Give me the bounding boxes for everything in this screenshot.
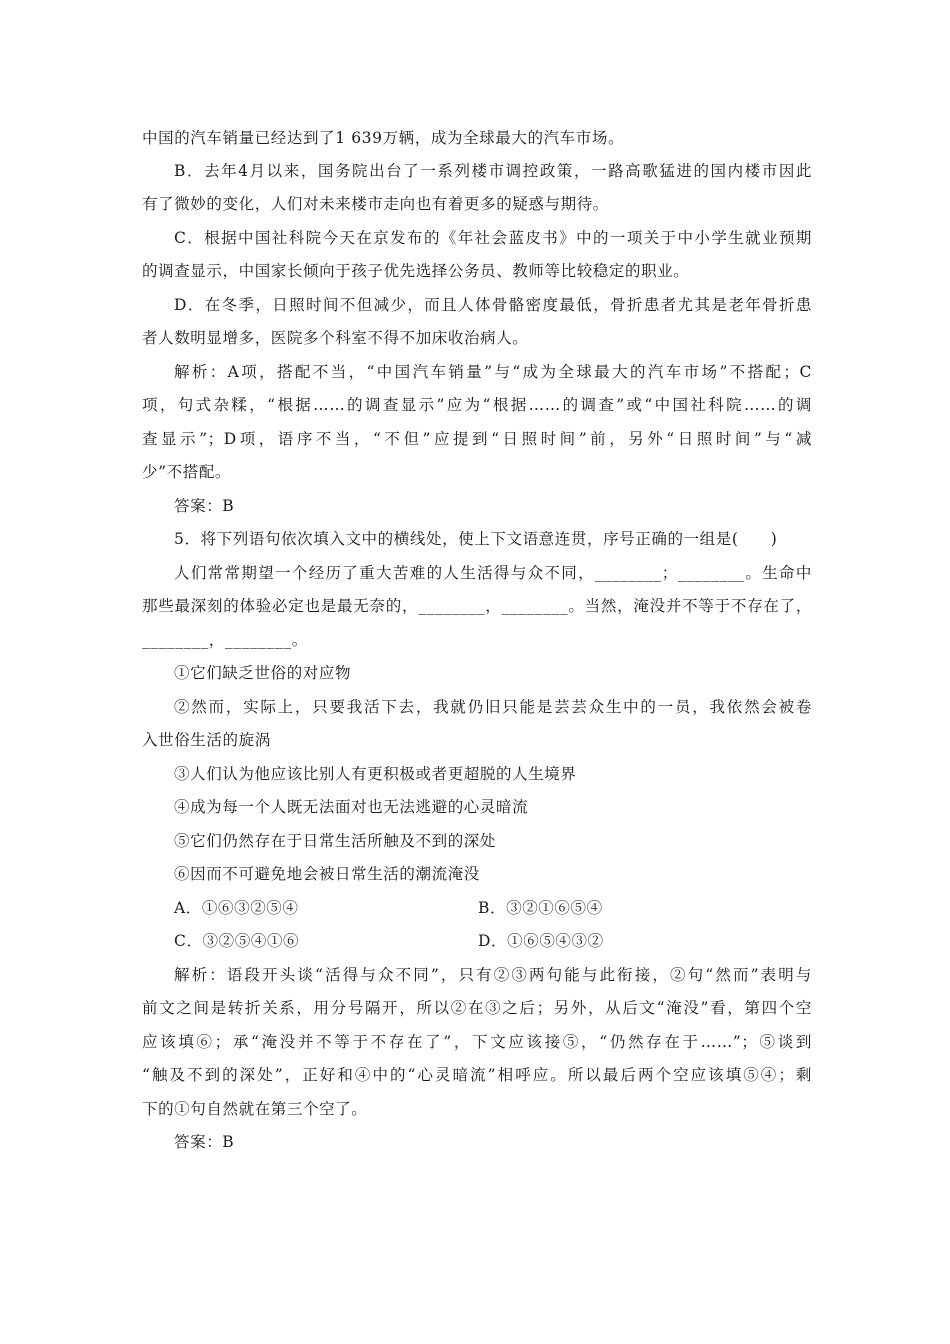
option-b-line: B．去年4月以来，国务院出台了一系列楼市调控政策，一路高歌猛进的国内楼市因此 bbox=[174, 162, 812, 180]
passage-line: ________，________。 bbox=[142, 631, 308, 649]
sentence-item: ④成为每一个人既无法面对也无法逃避的心灵暗流 bbox=[174, 798, 529, 816]
choice-c: C．③②⑤④①⑥ bbox=[174, 932, 300, 950]
sentence-item: ⑥因而不可避免地会被日常生活的潮流淹没 bbox=[174, 865, 480, 883]
sentence-item: ②然而，实际上，只要我活下去，我就仍旧只能是芸芸众生中的一员，我依然会被卷 bbox=[174, 698, 812, 716]
analysis-line: 下的①句自然就在第三个空了。 bbox=[142, 1100, 368, 1118]
text-line: 的调查显示，中国家长倾向于孩子优先选择公务员、教师等比较稳定的职业。 bbox=[142, 262, 690, 280]
option-d-line: D．在冬季，日照时间不但减少，而且人体骨骼密度最低，骨折患者尤其是老年骨折患 bbox=[174, 296, 812, 314]
sentence-item: ①它们缺乏世俗的对应物 bbox=[174, 664, 352, 682]
answer-line: 答案：B bbox=[174, 497, 235, 515]
choice-d: D．①⑥⑤④③② bbox=[478, 932, 604, 950]
text-line: 有了微妙的变化，人们对未来楼市走向也有着更多的疑惑与期待。 bbox=[142, 195, 609, 213]
text-line: 中国的汽车销量已经达到了1 639万辆，成为全球最大的汽车市场。 bbox=[142, 129, 625, 147]
sentence-item: ③人们认为他应该比别人有更积极或者更超脱的人生境界 bbox=[174, 765, 577, 783]
passage-line: 那些最深刻的体验必定也是最无奈的，________，________。当然，淹没并不等于不存在了， bbox=[142, 597, 812, 615]
analysis-line: 项，句式杂糅，“根据……的调查显示”应为“根据……的调查”或“中国社科院……的调 bbox=[142, 396, 812, 414]
analysis-line: 少”不搭配。 bbox=[142, 463, 232, 481]
analysis-line: 解析：A项，搭配不当，“中国汽车销量”与“成为全球最大的汽车市场”不搭配；C bbox=[174, 363, 812, 381]
text-line: 者人数明显增多，医院多个科室不得不加床收治病人。 bbox=[142, 329, 529, 347]
question-title: 5．将下列语句依次填入文中的横线处，使上下文语意连贯，序号正确的一组是( ) bbox=[174, 530, 778, 548]
analysis-line: 前文之间是转折关系，用分号隔开，所以②在③之后；另外，从后文“淹没”看，第四个空 bbox=[142, 999, 812, 1017]
answer-line: 答案：B bbox=[174, 1133, 235, 1151]
analysis-line: 查显示”；D项，语序不当，“不但”应提到“日照时间”前，另外“日照时间”与“减 bbox=[142, 430, 812, 448]
choice-b: B．③②①⑥⑤④ bbox=[478, 899, 603, 917]
sentence-item: ⑤它们仍然存在于日常生活所触及不到的深处 bbox=[174, 832, 497, 850]
analysis-line: 应该填⑥；承“淹没并不等于不存在了”，下文应该接⑤，“仍然存在于……”；⑤谈到 bbox=[142, 1033, 812, 1051]
choice-a: A．①⑥③②⑤④ bbox=[174, 899, 299, 917]
analysis-line: “触及不到的深处”，正好和④中的“心灵暗流”相呼应。所以最后两个空应该填⑤④；剩 bbox=[142, 1066, 812, 1084]
option-c-line: C．根据中国社科院今天在京发布的《年社会蓝皮书》中的一项关于中小学生就业预期 bbox=[174, 229, 812, 247]
sentence-item-cont: 入世俗生活的旋涡 bbox=[142, 731, 271, 749]
analysis-line: 解析：语段开头谈“活得与众不同”，只有②③两句能与此衔接，②句“然而”表明与 bbox=[174, 966, 812, 984]
passage-line: 人们常常期望一个经历了重大苦难的人生活得与众不同，________；________。生命中 bbox=[174, 564, 812, 582]
